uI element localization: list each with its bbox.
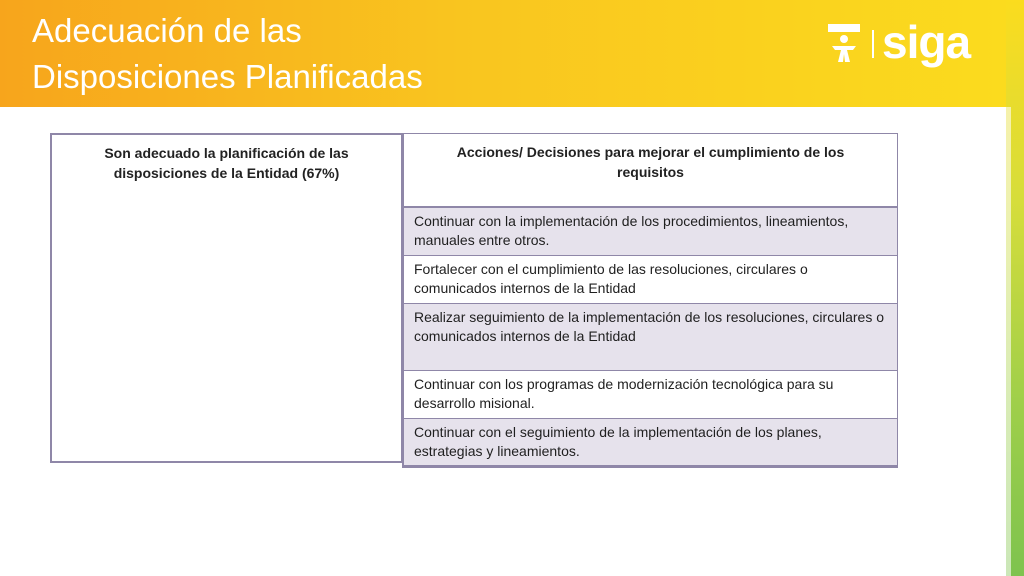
left-column-header: Son adecuado la planificación de las disposiciones de la Entidad (67%) [104,145,349,181]
slide-title-line2: Disposiciones Planificadas [32,58,423,95]
logo-group [826,16,976,74]
decorative-stripe-highlight [1006,107,1011,576]
siga-logo: siga [882,16,971,68]
sena-logo-icon [826,22,862,66]
table-row: Continuar con el seguimiento de la implementación de los planes, estrategias y lineamientos. [404,419,897,467]
slide-title-line1: Adecuación de las [32,12,302,49]
logo-divider [872,30,874,58]
right-column-header: Acciones/ Decisiones para mejorar el cumplimiento de los requisitos [404,134,897,208]
table-row: Continuar con la implementación de los procedimientos, lineamientos, manuales entre otros. [404,208,897,256]
table-row: Continuar con los programas de modernización tecnológica para su desarrollo misional. [404,371,897,419]
table-row: Realizar seguimiento de la implementación de los resoluciones, circulares o comunicados internos de la Entidad [404,304,897,371]
slide-header [0,0,1024,107]
table-row: Fortalecer con el cumplimiento de las resoluciones, circulares o comunicados internos de la Entidad [404,256,897,304]
table-right-column [402,133,898,468]
slide-title [32,8,672,100]
table-left-column [50,133,402,463]
